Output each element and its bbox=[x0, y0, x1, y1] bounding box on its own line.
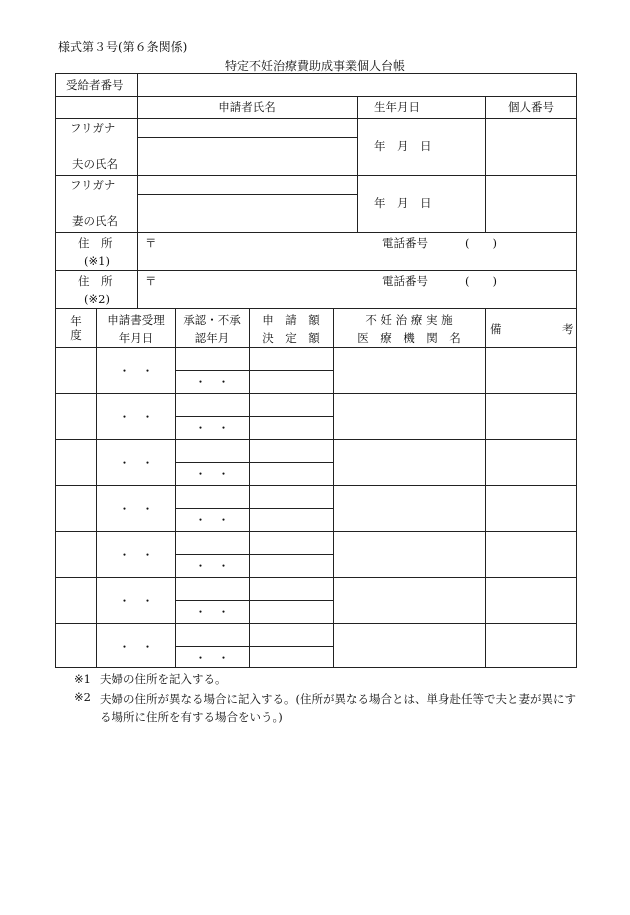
approval-header-2: 認年月 bbox=[194, 331, 230, 345]
form-title: 特定不妊治療費助成事業個人台帳 bbox=[224, 59, 405, 73]
fiscal-year-header-2: 度 bbox=[70, 328, 82, 342]
received-date-placeholder: ・ ・ bbox=[118, 594, 154, 608]
address1-phone-label: 電話番号 bbox=[382, 236, 428, 250]
approval-header-1: 承認・不承 bbox=[183, 313, 241, 327]
husband-furigana-label: フリガナ bbox=[70, 121, 116, 135]
received-date-placeholder: ・ ・ bbox=[118, 548, 154, 562]
received-date-placeholder: ・ ・ bbox=[118, 640, 154, 654]
received-date-placeholder: ・ ・ bbox=[118, 410, 154, 424]
remarks-header-2: 考 bbox=[562, 322, 574, 336]
address1-label: 住 所 bbox=[78, 236, 113, 250]
received-date-placeholder: ・ ・ bbox=[118, 502, 154, 516]
personal-number-header: 個人番号 bbox=[508, 100, 554, 114]
remarks-header-1: 備 bbox=[490, 322, 502, 336]
amount-header-2: 決 定 額 bbox=[262, 331, 320, 345]
wife-name-label: 妻の氏名 bbox=[72, 214, 118, 228]
address1-mark: (※1) bbox=[84, 254, 110, 268]
address2-phone-paren: ( ) bbox=[465, 274, 497, 288]
received-date-placeholder: ・ ・ bbox=[118, 456, 154, 470]
address1-postal-mark: 〒 bbox=[145, 236, 157, 250]
application-received-header-1: 申請書受理 bbox=[107, 313, 165, 327]
address1-phone-paren: ( ) bbox=[465, 236, 497, 250]
approval-date-placeholder: ・ ・ bbox=[194, 467, 230, 481]
address2-label: 住 所 bbox=[78, 274, 113, 288]
note-2-text: 夫婦の住所が異なる場合に記入する。(住所が異なる場合とは、単身赴任等で夫と妻が異にする場所に住所を有する場合をいう。) bbox=[100, 692, 576, 724]
recipient-number-label: 受給者番号 bbox=[66, 78, 124, 92]
institution-header-2: 医 療 機 関 名 bbox=[357, 331, 461, 345]
address2-postal-mark: 〒 bbox=[145, 274, 157, 288]
address2-phone-label: 電話番号 bbox=[382, 274, 428, 288]
approval-date-placeholder: ・ ・ bbox=[194, 605, 230, 619]
husband-birth-date-ymd: 年 月 日 bbox=[374, 139, 432, 153]
amount-header-1: 申 請 額 bbox=[262, 313, 320, 327]
received-date-placeholder: ・ ・ bbox=[118, 364, 154, 378]
wife-furigana-label: フリガナ bbox=[70, 178, 116, 192]
approval-date-placeholder: ・ ・ bbox=[194, 375, 230, 389]
note-1-text: 夫婦の住所を記入する。 bbox=[100, 672, 227, 686]
applicant-name-header: 申請者氏名 bbox=[218, 100, 276, 114]
note-1-mark: ※1 bbox=[74, 672, 91, 686]
fiscal-year-header-1: 年 bbox=[70, 314, 82, 328]
approval-date-placeholder: ・ ・ bbox=[194, 421, 230, 435]
wife-birth-date-ymd: 年 月 日 bbox=[374, 196, 432, 210]
institution-header-1: 不 妊 治 療 実 施 bbox=[365, 313, 453, 327]
approval-date-placeholder: ・ ・ bbox=[194, 651, 230, 665]
note-2-mark: ※2 bbox=[74, 690, 91, 704]
husband-name-label: 夫の氏名 bbox=[72, 157, 118, 171]
address2-mark: (※2) bbox=[84, 292, 110, 306]
approval-date-placeholder: ・ ・ bbox=[194, 559, 230, 573]
approval-date-placeholder: ・ ・ bbox=[194, 513, 230, 527]
birth-date-header: 生年月日 bbox=[374, 100, 420, 114]
application-received-header-2: 年月日 bbox=[118, 331, 154, 345]
form-number: 様式第３号(第６条関係) bbox=[58, 40, 188, 54]
